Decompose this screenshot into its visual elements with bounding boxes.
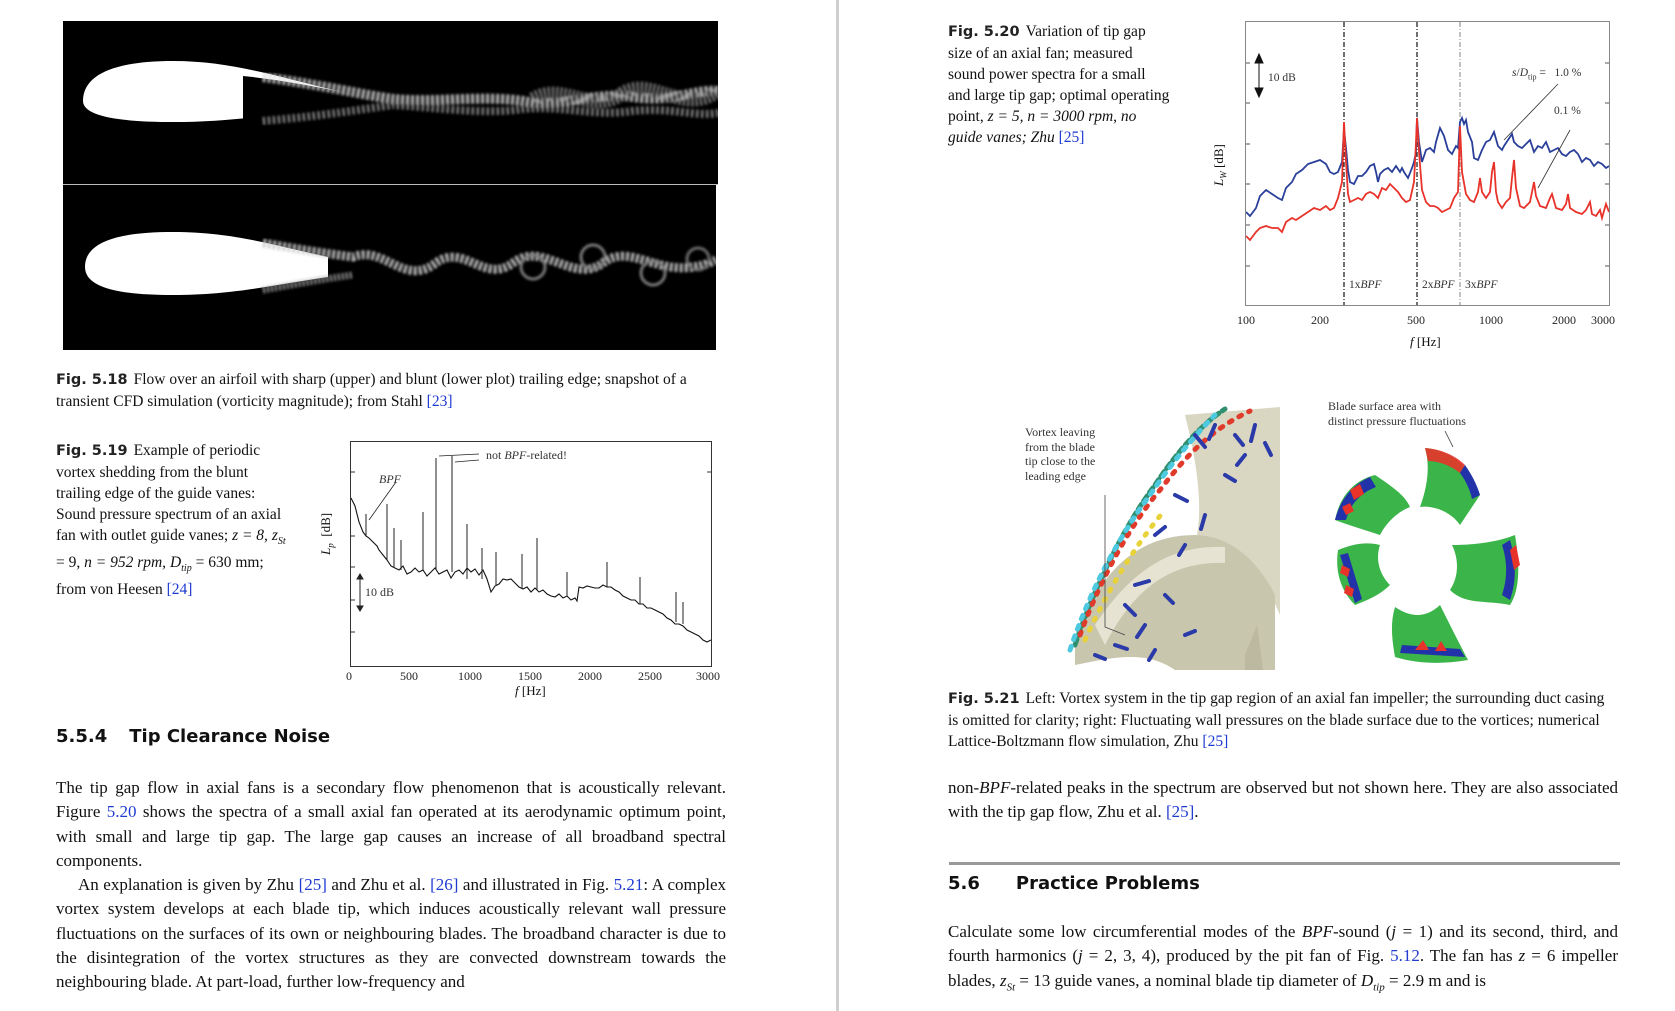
airfoil-blunt-trailing-edge-icon — [63, 185, 716, 350]
fig-5-20-xtick: 500 — [1407, 313, 1425, 327]
pp-dtip-sub: tip — [1373, 980, 1385, 993]
pp-text-c: = 1) and its second, third, and fourth harmonics ( — [948, 922, 1618, 966]
page-divider — [836, 0, 839, 1011]
section-5-6-body — [948, 920, 1618, 999]
fig-5-20-xtick: 200 — [1311, 313, 1329, 327]
fig-5-20-caption — [948, 21, 1170, 148]
fig-5-20-xtick: 1000 — [1479, 313, 1503, 327]
blade-pressure-fan-icon — [1320, 395, 1580, 675]
fig-5-20-caption-text: Variation of tip gap size of an axial fan; measured sound power spectra for a small and large tip gap; optimal operating point, — [948, 23, 1170, 125]
fig-5-19-spectrum-line — [351, 442, 711, 666]
paragraph-2-text-c: and illustrated in Fig. — [458, 875, 614, 895]
pp-text-a: Calculate some low circumferential modes of the — [948, 922, 1302, 941]
annotation-line: Blade surface area with — [1328, 399, 1441, 413]
continuation-bpf: BPF — [979, 778, 1011, 797]
practice-problem-paragraph — [948, 920, 1618, 999]
fig-5-19-bpf-annotation: BPF — [379, 472, 401, 486]
continuation-paragraph — [948, 776, 1618, 825]
fig-5-21-left-annotation — [1025, 425, 1095, 483]
pp-j1: j — [1391, 922, 1397, 941]
fig-5-19-xtick: 1000 — [458, 669, 482, 683]
fig-5-20-legend-1-0: $s/D_{tip} = 1.0$ % — [1512, 67, 1582, 82]
fig-5-19-param-dtip: D — [169, 554, 182, 572]
paragraph-1-text-b: shows the spectra of a small axial fan operated at its aerodynamic optimum point, with small and large tip gap. The large gap causes an increase of all broadband spectral components. — [56, 802, 726, 870]
fig-5-20-marker-1xbpf: 1xBPF — [1349, 279, 1382, 291]
ref-25-link[interactable]: [25] — [1165, 802, 1195, 822]
fig-5-18-image-upper — [63, 21, 718, 184]
fig-5-18-label: Fig. 5.18 — [56, 372, 128, 388]
section-rule — [949, 862, 1620, 865]
fig-5-20-ylabel: $L_W$ [dB] — [1211, 144, 1229, 186]
fig-5-20-xtick: 3000 — [1591, 313, 1615, 327]
section-5-6-title: Practice Problems — [1015, 873, 1200, 894]
fig-5-21-right-image — [1320, 395, 1580, 675]
fig-5-20-marker-2xbpf: 2xBPF — [1422, 279, 1455, 291]
paragraph-1-text-a: The tip gap flow in axial fans is a secondary flow phenomenon that is acoustically relevant. Figure — [56, 778, 726, 822]
fig-5-19-param-n: n = 952 rpm, — [84, 554, 167, 572]
fig-5-19-caption-rest: = 630 mm; from von Heesen — [56, 554, 264, 599]
fig-5-21-caption — [948, 688, 1618, 752]
pp-text-e: . The fan has — [1419, 946, 1519, 966]
fig-5-19-scalebar-label: 10 dB — [365, 585, 395, 599]
annotation-line: tip close to the — [1025, 454, 1096, 468]
fig-5-20-param-z: z = 5, — [987, 108, 1024, 125]
fig-5-20-legend-0-1: 0.1 % — [1554, 105, 1581, 117]
fig-5-21-label: Fig. 5.21 — [948, 691, 1020, 707]
fig-5-20-marker-3xbpf: 3xBPF — [1465, 279, 1498, 291]
fig-5-19-param-dtip-sub: tip — [181, 563, 192, 575]
fig-5-19-caption — [56, 440, 288, 600]
fig-5-20-plot-area — [1245, 21, 1610, 306]
fig-5-20-xtick: 2000 — [1552, 313, 1576, 327]
fig-5-19-not-bpf-annotation: not BPF-related! — [486, 448, 567, 462]
fig-5-20-param-n: n = 3000 rpm, no guide vanes; Zhu — [948, 108, 1137, 146]
continuation-period: . — [1194, 802, 1199, 822]
section-5-5-4-body — [56, 776, 726, 995]
fig-5-19-param-zst-sub: St — [277, 536, 286, 548]
fig-5-20-xlabel: f [Hz] — [1410, 334, 1441, 349]
fig-5-19-param-zst: z — [271, 527, 278, 544]
section-5-6-number: 5.6 — [948, 873, 980, 894]
ref-26-link[interactable]: [26] — [430, 875, 459, 895]
annotation-line: distinct pressure fluctuations — [1328, 413, 1466, 428]
section-5-5-4-heading — [56, 726, 330, 747]
annotation-line: leading edge — [1025, 468, 1086, 483]
fig-5-21-link[interactable]: 5.21 — [613, 875, 644, 895]
fig-5-18-caption-text: Flow over an airfoil with sharp (upper) and blunt (lower plot) trailing edge; snapshot of a transient CFD simulation (vorticity magnitude); from Stahl — [56, 371, 687, 410]
fig-5-19-label: Fig. 5.19 — [56, 443, 128, 459]
fig-5-19-param-z: z = 8, — [232, 527, 272, 544]
ref-24-link[interactable]: [24] — [166, 581, 193, 599]
paragraph-2-text-d: : A complex vortex system develops at each blade tip, which induces acoustically relevant wall pressure fluctuations on the surfaces of its own or neighbouring blades. The broadband character is due to the disintegration of the vortex structures as they are convected downstream towards the neighbouring blade. At part-load, further low-frequency and — [56, 875, 726, 992]
fig-5-19-param-zst-val: = 9, — [56, 554, 85, 572]
continuation-text-b: -related peaks in the spectrum are observed but not shown here. They are also associated with the tip gap flow, Zhu et al. — [948, 778, 1618, 822]
section-5-6-heading — [948, 873, 1200, 894]
pp-j2: j — [1078, 946, 1083, 966]
fig-5-19-xtick: 2000 — [578, 669, 602, 683]
pp-text-g: = 13 guide vanes, a nominal blade tip diameter of — [1015, 970, 1361, 990]
annotation-line: Vortex leaving — [1025, 425, 1096, 439]
fig-5-21-caption-text: Left: Vortex system in the tip gap region of an axial fan impeller; the surrounding duct casing is omitted for clarity; right: Fluctuating wall pressures on the blade surface due to the vortices; numerical Lattice-Boltzmann flow simulation, Zhu — [948, 690, 1605, 750]
fig-5-21-right-annotation — [1328, 399, 1466, 428]
section-5-5-4-number: 5.5.4 — [56, 726, 108, 747]
paragraph-1 — [56, 776, 726, 873]
annotation-line: from the blade — [1025, 439, 1095, 454]
fig-5-19-xtick: 2500 — [638, 669, 662, 683]
fig-5-19-xtick: 3000 — [696, 669, 720, 683]
fig-5-19-plot-area — [350, 441, 712, 667]
fig-5-19-ylabel: $L_p$ [dB] — [318, 512, 336, 555]
pp-text-b: -sound ( — [1333, 922, 1392, 941]
pp-z: z — [1518, 946, 1526, 966]
paragraph-2-text-b: and Zhu et al. — [326, 875, 431, 895]
pp-zst: z — [999, 970, 1007, 990]
paragraph-2 — [56, 873, 726, 994]
fig-5-19-xlabel: f [Hz] — [515, 683, 546, 698]
pp-bpf: BPF — [1301, 922, 1334, 941]
fig-5-21-left-image — [1025, 395, 1280, 670]
fig-5-20-spectra-lines — [1246, 22, 1609, 305]
fig-5-20-link[interactable]: 5.20 — [106, 802, 137, 822]
fig-5-18-caption — [56, 369, 726, 412]
paragraph-2-text-a: An explanation is given by Zhu — [78, 875, 299, 895]
pp-zst-sub: St — [1006, 980, 1016, 993]
fig-5-18-image-lower — [63, 185, 716, 350]
fig-5-19-xtick: 0 — [346, 669, 352, 683]
ref-23-link[interactable]: [23] — [426, 393, 453, 410]
fig-5-19-xtick: 1500 — [518, 669, 542, 683]
ref-25-link[interactable]: [25] — [298, 875, 327, 895]
fig-5-20-scalebar-label: 10 dB — [1268, 72, 1296, 84]
ref-25-link[interactable]: [25] — [1058, 129, 1085, 146]
pp-text-h: = 2.9 m and is — [1384, 970, 1486, 990]
ref-25-link[interactable]: [25] — [1202, 733, 1229, 750]
fig-5-19-xtick: 500 — [400, 669, 418, 683]
pp-text-d: = 2, 3, 4), produced by the pit fan of Fig. — [1082, 946, 1391, 966]
airfoil-sharp-trailing-edge-icon — [63, 21, 718, 184]
fig-5-20-label: Fig. 5.20 — [948, 24, 1020, 40]
fig-5-20-xtick: 100 — [1237, 313, 1255, 327]
continuation-text-a: non- — [948, 778, 980, 797]
fig-5-12-link[interactable]: 5.12 — [1390, 946, 1420, 966]
fig-5-19-caption-text: Example of periodic vortex shedding from the blunt trailing edge of the guide vanes: Sound pressure spectrum of an axial fan with outlet guide vanes; — [56, 442, 282, 544]
section-5-5-4-title: Tip Clearance Noise — [129, 726, 331, 747]
pp-dtip: D — [1360, 970, 1374, 990]
pp-text-f: = 6 impeller blades, — [948, 946, 1618, 990]
